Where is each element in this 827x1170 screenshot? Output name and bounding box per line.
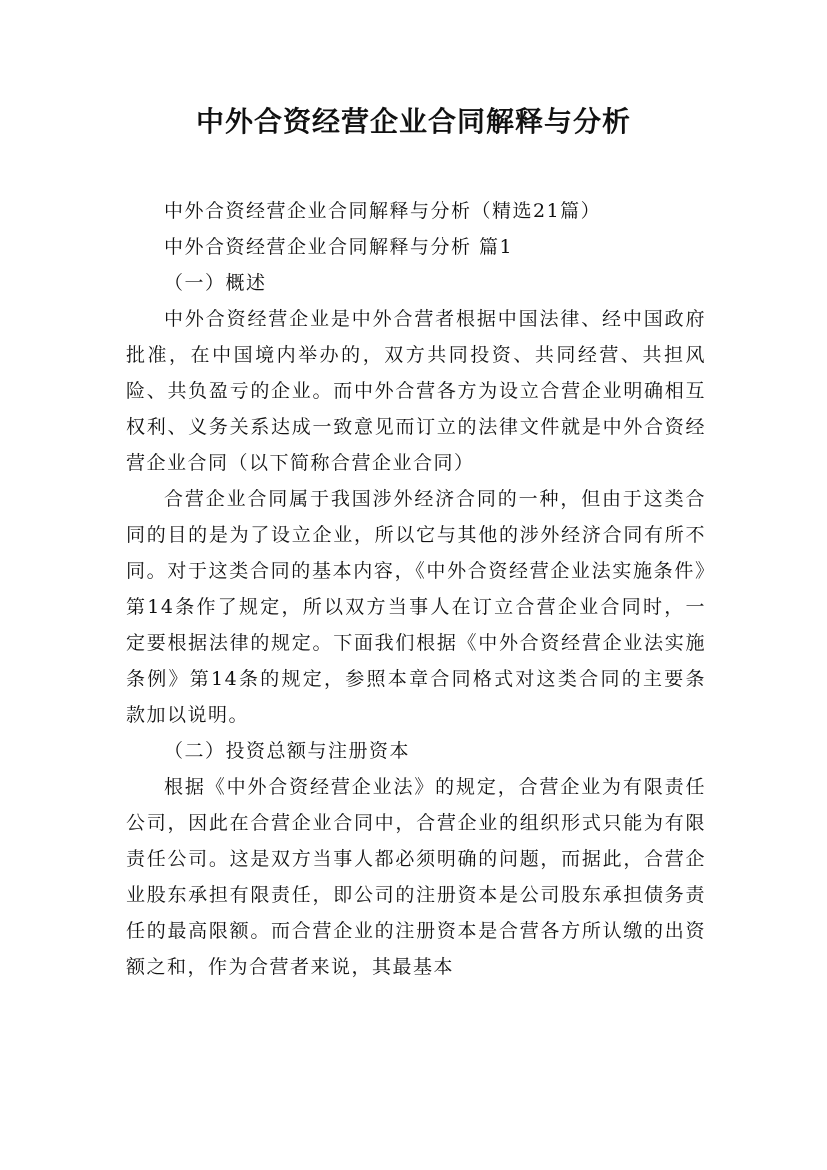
article-heading: 中外合资经营企业合同解释与分析 篇1 xyxy=(164,236,514,258)
paragraph-contract-nature: 合营企业合同属于我国涉外经济合同的一种，但由于这类合同的目的是为了设立企业，所以它与其他的涉外经济合同有所不同。对于这类合同的基本内容，《中外合资经营企业法实施条件》第14条作了规定，所以双方当事人在订立合营企业合同时，一定要根据法律的规定。下面我们根据《中外合资经营企业法实施条例》第14条的规定，参照本章合同格式对这类合同的主要条款加以说明。 xyxy=(126,488,706,726)
document-body xyxy=(126,193,706,985)
section-heading-investment: （二）投资总额与注册资本 xyxy=(164,740,411,762)
section-heading-overview: （一）概述 xyxy=(164,272,267,294)
paragraph-definition: 中外合资经营企业是中外合营者根据中国法律、经中国政府批准，在中国境内举办的，双方共同投资、共同经营、共担风险、共负盈亏的企业。而中外合营各方为设立合营企业明确相互权利、义务关系达成一致意见而订立的法律文件就是中外合资经营企业合同（以下简称合营企业合同） xyxy=(126,308,706,474)
paragraph-registered-capital: 根据《中外合资经营企业法》的规定，合营企业为有限责任公司，因此在合营企业合同中，合营企业的组织形式只能为有限责任公司。这是双方当事人都必须明确的问题，而据此，合营企业股东承担有限责任，即公司的注册资本是公司股东承担债务责任的最高限额。而合营企业的注册资本是合营各方所认缴的出资额之和，作为合营者来说，其最基本 xyxy=(126,776,706,978)
document-title: 中外合资经营企业合同解释与分析 xyxy=(195,105,631,138)
collection-subtitle: 中外合资经营企业合同解释与分析（精选21篇） xyxy=(164,200,602,222)
